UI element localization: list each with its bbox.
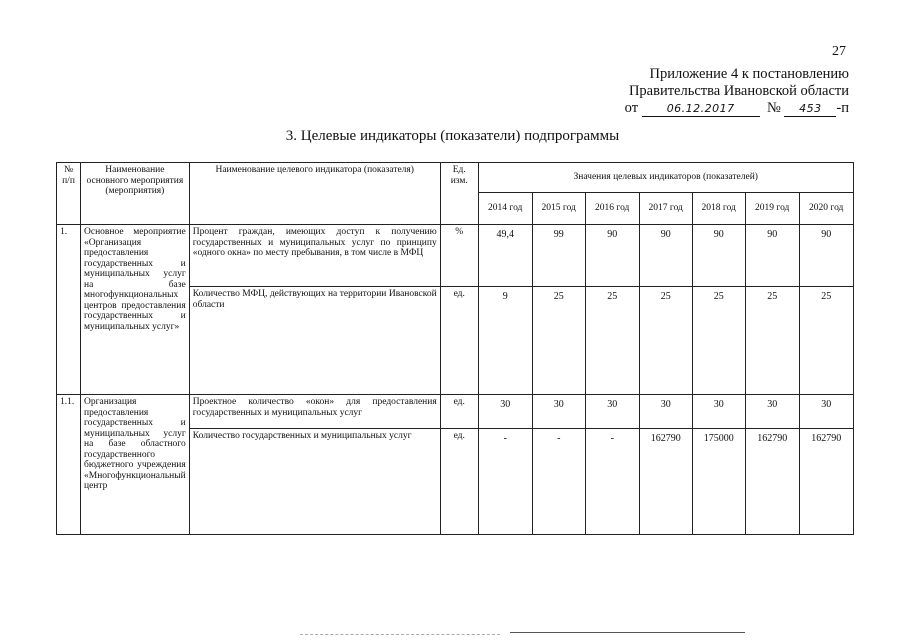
indicators-table (56, 162, 854, 535)
annex-date: 06.12.2017 (642, 102, 760, 117)
row-measure: Организация предоставления государственных и муниципальных услуг на базе областного государственного бюджетного учреждения «Многофункциональный центр (81, 395, 190, 535)
row-value: - (532, 429, 585, 535)
row-value: 30 (532, 395, 585, 429)
row-value: 30 (478, 395, 532, 429)
header-year: 2018 год (692, 193, 745, 225)
row-unit: ед. (440, 429, 478, 535)
row-indicator: Процент граждан, имеющих доступ к получению государственных и муниципальных услуг по принципу «одного окна» по месту пребывания, в том числе в МФЦ (189, 225, 440, 287)
page-title: 3. Целевые индикаторы (показатели) подпрограммы (285, 128, 620, 144)
row-value: 30 (585, 395, 639, 429)
row-value: 25 (692, 287, 745, 395)
annex-suffix: -п (836, 100, 849, 116)
header-year: 2015 год (532, 193, 585, 225)
row-unit: ед. (440, 287, 478, 395)
annex-line-2: Правительства Ивановской области (628, 83, 849, 99)
header-year: 2017 год (639, 193, 692, 225)
row-indicator: Проектное количество «окон» для предоставления государственных и муниципальных услуг (189, 395, 440, 429)
row-value: 30 (799, 395, 853, 429)
row-indicator: Количество МФЦ, действующих на территории Ивановской области (189, 287, 440, 395)
row-value: 30 (745, 395, 799, 429)
row-value: 9 (478, 287, 532, 395)
row-value: 175000 (692, 429, 745, 535)
header-unit: Ед. изм. (440, 163, 478, 225)
annex-block (625, 66, 849, 117)
annex-number-label: № (766, 100, 781, 116)
row-num: 1. (57, 225, 81, 395)
scan-artifact (300, 634, 500, 635)
row-value: 25 (532, 287, 585, 395)
table-header-row (57, 163, 854, 193)
row-value: 162790 (745, 429, 799, 535)
annex-date-line (625, 100, 849, 117)
row-value: 162790 (799, 429, 853, 535)
header-values: Значения целевых индикаторов (показателей) (478, 163, 853, 193)
row-num: 1.1. (57, 395, 81, 535)
header-year: 2019 год (745, 193, 799, 225)
scan-artifact (510, 632, 745, 633)
row-value: 90 (639, 225, 692, 287)
row-value: 25 (745, 287, 799, 395)
row-value: 90 (585, 225, 639, 287)
row-value: 25 (799, 287, 853, 395)
row-value: 30 (692, 395, 745, 429)
row-value: 162790 (639, 429, 692, 535)
row-value: 90 (799, 225, 853, 287)
row-value: 99 (532, 225, 585, 287)
row-value: 25 (639, 287, 692, 395)
header-year: 2014 год (478, 193, 532, 225)
page-number: 27 (832, 44, 846, 59)
annex-number: 453 (784, 102, 836, 117)
header-measure: Наименование основного мероприятия (мероприятия) (81, 163, 190, 225)
row-value: - (585, 429, 639, 535)
header-year: 2016 год (585, 193, 639, 225)
row-measure: Основное мероприятие «Организация предоставления государственных и муниципальных услуг на базе многофункциональных центров предоставления государственных и муниципальных услуг» (81, 225, 190, 395)
row-value: 90 (745, 225, 799, 287)
row-unit: % (440, 225, 478, 287)
annex-line-1: Приложение 4 к постановлению (649, 66, 849, 82)
row-value: - (478, 429, 532, 535)
header-num: № п/п (57, 163, 81, 225)
table-row (57, 395, 854, 429)
header-year: 2020 год (799, 193, 853, 225)
row-value: 90 (692, 225, 745, 287)
table-row (57, 225, 854, 287)
row-value: 30 (639, 395, 692, 429)
row-indicator: Количество государственных и муниципальных услуг (189, 429, 440, 535)
header-indicator: Наименование целевого индикатора (показателя) (189, 163, 440, 225)
annex-from-label: от (624, 100, 639, 116)
row-value: 25 (585, 287, 639, 395)
row-unit: ед. (440, 395, 478, 429)
row-value: 49,4 (478, 225, 532, 287)
